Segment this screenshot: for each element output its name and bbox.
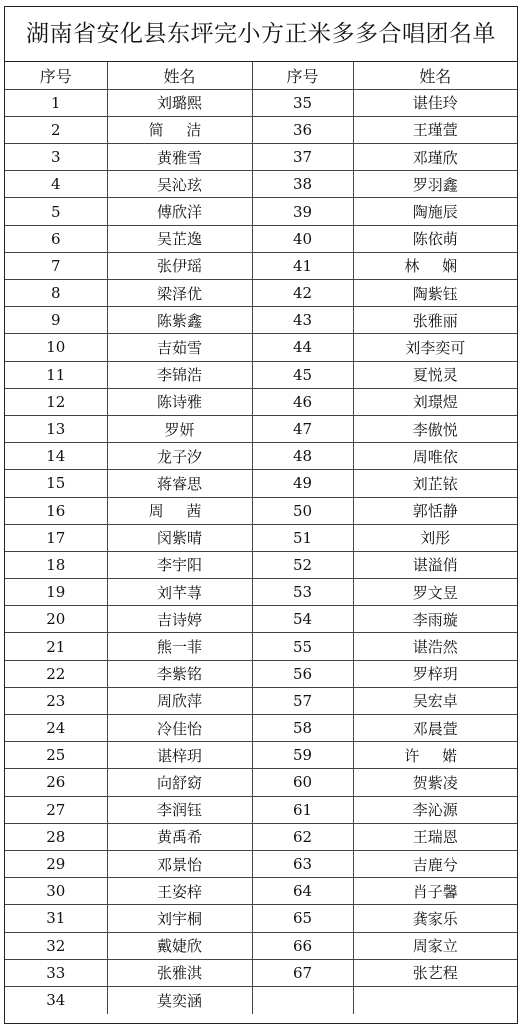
cell-name-right: 王瑾萱 [353,116,517,143]
table-row [5,388,517,415]
cell-number-left: 13 [5,415,107,442]
cell-name-right: 谌佳玲 [353,89,517,116]
cell-number-left: 2 [5,116,107,143]
cell-name-right: 张艺程 [353,959,517,986]
cell-name-left: 梁泽优 [107,280,252,307]
cell-name-left: 冷佳怡 [107,715,252,742]
cell-number-left: 10 [5,334,107,361]
cell-number-right: 57 [252,687,353,714]
cell-number-right: 64 [252,878,353,905]
cell-name-right: 邓瑾欣 [353,144,517,171]
cell-name-right: 郭恬静 [353,497,517,524]
cell-number-right: 36 [252,116,353,143]
table-row [5,280,517,307]
cell-number-left: 9 [5,307,107,334]
cell-number-right: 49 [252,470,353,497]
cell-number-left: 24 [5,715,107,742]
cell-name-left: 吉诗婷 [107,606,252,633]
cell-number-right: 58 [252,715,353,742]
cell-name-right: 张雅丽 [353,307,517,334]
cell-name-left: 张雅淇 [107,959,252,986]
table-row [5,225,517,252]
table-row [5,878,517,905]
cell-number-left: 33 [5,959,107,986]
table-row [5,334,517,361]
table-row [5,606,517,633]
cell-number-left: 27 [5,796,107,823]
cell-number-right: 41 [252,252,353,279]
cell-name-left: 邓景怡 [107,850,252,877]
table-row [5,687,517,714]
table-row [5,470,517,497]
cell-name-left: 向舒窈 [107,769,252,796]
cell-number-right: 50 [252,497,353,524]
cell-number-left: 31 [5,905,107,932]
cell-name-right: 刘芷铱 [353,470,517,497]
cell-name-right: 夏悦灵 [353,361,517,388]
header-row [5,62,517,89]
cell-number-left: 1 [5,89,107,116]
cell-name-right: 贺紫凌 [353,769,517,796]
cell-name-left: 戴婕欣 [107,932,252,959]
cell-name-right: 周唯依 [353,443,517,470]
cell-name-left: 陈诗雅 [107,388,252,415]
table-row [5,307,517,334]
table-row [5,796,517,823]
cell-name-left: 李润钰 [107,796,252,823]
cell-number-left: 15 [5,470,107,497]
cell-name-left: 周 茜 [107,497,252,524]
cell-number-right: 48 [252,443,353,470]
cell-name-right: 谌浩然 [353,633,517,660]
cell-name-right: 肖子馨 [353,878,517,905]
header-number-left: 序号 [5,62,107,89]
cell-name-right: 李傲悦 [353,415,517,442]
table-row [5,89,517,116]
cell-number-right: 46 [252,388,353,415]
table-row [5,959,517,986]
cell-number-left: 12 [5,388,107,415]
table-row [5,252,517,279]
table-row [5,415,517,442]
cell-name-left: 吴芷逸 [107,225,252,252]
cell-number-right: 62 [252,823,353,850]
table-row [5,443,517,470]
cell-name-right: 罗羽鑫 [353,171,517,198]
cell-number-left: 19 [5,579,107,606]
cell-name-left: 张伊瑶 [107,252,252,279]
cell-name-right: 李沁源 [353,796,517,823]
table-row [5,524,517,551]
cell-name-left: 蒋睿思 [107,470,252,497]
cell-name-right: 陶施辰 [353,198,517,225]
cell-number-left: 32 [5,932,107,959]
table-row [5,497,517,524]
cell-name-right: 李雨璇 [353,606,517,633]
header-number-right: 序号 [252,62,353,89]
cell-number-left: 14 [5,443,107,470]
cell-number-left: 16 [5,497,107,524]
cell-name-right: 罗梓玥 [353,660,517,687]
cell-number-right: 65 [252,905,353,932]
cell-name-left: 陈紫鑫 [107,307,252,334]
cell-number-right: 66 [252,932,353,959]
cell-name-right: 王瑞恩 [353,823,517,850]
cell-number-left: 20 [5,606,107,633]
cell-name-left: 刘芊荨 [107,579,252,606]
cell-name-right: 吴宏卓 [353,687,517,714]
cell-number-right: 55 [252,633,353,660]
cell-number-right: 39 [252,198,353,225]
cell-number-right: 60 [252,769,353,796]
cell-name-right: 龚家乐 [353,905,517,932]
table-row [5,198,517,225]
table-row [5,116,517,143]
cell-name-left: 傅欣洋 [107,198,252,225]
cell-name-left: 吴沁玹 [107,171,252,198]
cell-number-right: 38 [252,171,353,198]
cell-number-left: 28 [5,823,107,850]
cell-number-right: 35 [252,89,353,116]
cell-name-right: 邓晨萱 [353,715,517,742]
cell-number-left: 8 [5,280,107,307]
table-row [5,633,517,660]
cell-number-left: 5 [5,198,107,225]
table-row [5,769,517,796]
cell-name-left: 王姿梓 [107,878,252,905]
cell-number-right [252,986,353,1013]
cell-number-right: 40 [252,225,353,252]
cell-number-right: 67 [252,959,353,986]
cell-name-right: 刘彤 [353,524,517,551]
cell-number-right: 51 [252,524,353,551]
cell-name-right: 刘李奕可 [353,334,517,361]
cell-name-left: 李紫铭 [107,660,252,687]
table-row [5,361,517,388]
table-row [5,823,517,850]
cell-name-right [353,986,517,1013]
cell-number-right: 53 [252,579,353,606]
cell-number-right: 59 [252,742,353,769]
cell-name-right: 陈依萌 [353,225,517,252]
roster-table [5,62,517,1014]
cell-number-left: 23 [5,687,107,714]
cell-name-left: 周欣萍 [107,687,252,714]
cell-number-left: 21 [5,633,107,660]
cell-number-right: 42 [252,280,353,307]
table-row [5,144,517,171]
cell-name-right: 陶紫钰 [353,280,517,307]
cell-number-right: 54 [252,606,353,633]
cell-name-left: 罗妍 [107,415,252,442]
cell-number-right: 63 [252,850,353,877]
cell-number-right: 56 [252,660,353,687]
cell-name-right: 刘璟煜 [353,388,517,415]
cell-name-right: 林 娴 [353,252,517,279]
cell-number-left: 4 [5,171,107,198]
cell-number-left: 26 [5,769,107,796]
cell-number-left: 22 [5,660,107,687]
cell-number-left: 3 [5,144,107,171]
table-row [5,905,517,932]
cell-name-left: 莫奕涵 [107,986,252,1013]
cell-name-right: 罗文昱 [353,579,517,606]
cell-name-left: 龙子汐 [107,443,252,470]
table-row [5,850,517,877]
cell-name-left: 黄禹希 [107,823,252,850]
cell-name-left: 谌梓玥 [107,742,252,769]
header-name-right: 姓名 [353,62,517,89]
cell-number-right: 37 [252,144,353,171]
cell-name-right: 许 婼 [353,742,517,769]
cell-number-left: 25 [5,742,107,769]
cell-name-left: 熊一菲 [107,633,252,660]
cell-name-left: 简 洁 [107,116,252,143]
table-row [5,932,517,959]
cell-number-right: 44 [252,334,353,361]
cell-name-right: 谌溢俏 [353,551,517,578]
cell-name-left: 刘宇桐 [107,905,252,932]
cell-name-left: 李锦浩 [107,361,252,388]
cell-number-left: 29 [5,850,107,877]
cell-number-left: 18 [5,551,107,578]
table-row [5,715,517,742]
cell-number-right: 61 [252,796,353,823]
roster-body [5,89,517,1013]
cell-name-left: 闵紫晴 [107,524,252,551]
cell-name-left: 黄雅雪 [107,144,252,171]
table-row [5,660,517,687]
table-row [5,171,517,198]
cell-number-left: 6 [5,225,107,252]
cell-number-left: 7 [5,252,107,279]
cell-name-right: 吉鹿兮 [353,850,517,877]
cell-name-left: 吉茹雪 [107,334,252,361]
cell-name-left: 李宇阳 [107,551,252,578]
cell-number-right: 43 [252,307,353,334]
table-row [5,579,517,606]
table-row [5,551,517,578]
cell-number-left: 17 [5,524,107,551]
cell-number-right: 52 [252,551,353,578]
roster-sheet [4,6,518,1024]
cell-number-left: 30 [5,878,107,905]
table-row [5,742,517,769]
header-name-left: 姓名 [107,62,252,89]
cell-name-right: 周家立 [353,932,517,959]
cell-name-left: 刘璐熙 [107,89,252,116]
cell-number-left: 11 [5,361,107,388]
table-row [5,986,517,1013]
cell-number-right: 45 [252,361,353,388]
document-title: 湖南省安化县东坪完小方正米多多合唱团名单 [5,7,517,62]
cell-number-right: 47 [252,415,353,442]
cell-number-left: 34 [5,986,107,1013]
